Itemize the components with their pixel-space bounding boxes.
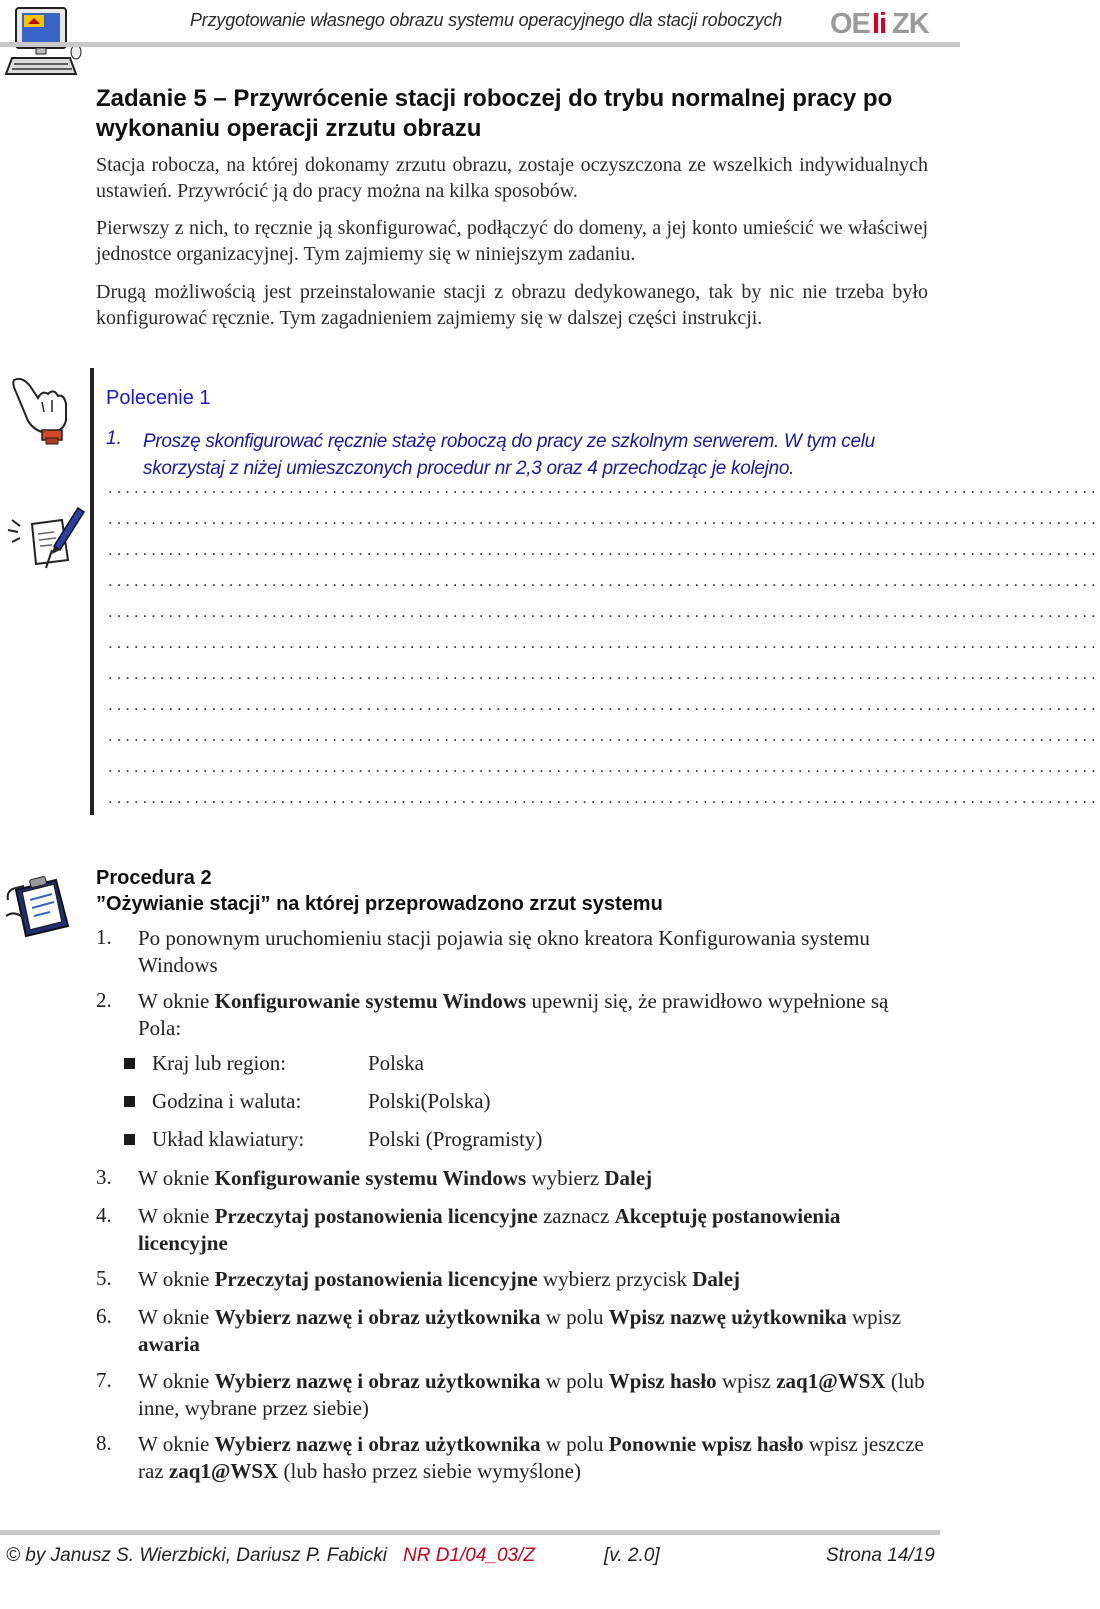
list-bullet	[124, 1058, 135, 1069]
answer-line: ...................................................................................................................	[108, 788, 1100, 807]
procedure-title: Procedura 2	[96, 867, 212, 889]
writing-pen-icon	[6, 502, 86, 572]
step-number: 2.	[96, 988, 112, 1012]
step-number: 8.	[96, 1431, 112, 1455]
task-number: 1.	[106, 428, 122, 449]
answer-line: ...................................................................................................................	[108, 540, 1100, 559]
footer-doc-number: NR D1/04_03/Z	[403, 1545, 536, 1566]
step-number: 1.	[96, 925, 112, 949]
answer-line: ...................................................................................................................	[108, 509, 1100, 528]
logo	[828, 6, 932, 38]
list-bullet	[124, 1134, 135, 1145]
paragraph-1: Stacja robocza, na której dokonamy zrzutu obrazu, zostaje oczyszczona ze wszelkich indywidualnych ustawień. Przywrócić ją do pracy można na kilka sposobów.	[96, 154, 928, 202]
paragraph-3: Drugą możliwością jest przeinstalowanie stacji z obrazu dedykowanego, tak by nic nie trzeba było konfigurować ręcznie. Tym zagadnieniem zajmiemy się w dalszej części instrukcji.	[96, 281, 928, 329]
field-value: Polski(Polska)	[368, 1089, 491, 1113]
hand-point-icon	[8, 372, 74, 448]
field-value: Polski (Programisty)	[368, 1127, 543, 1151]
field-label: Kraj lub region:	[152, 1051, 287, 1075]
svg-text:OE: OE	[830, 8, 870, 40]
step-number: 3.	[96, 1165, 112, 1189]
answer-line: ...................................................................................................................	[108, 757, 1100, 776]
field-label: Godzina i waluta:	[152, 1089, 302, 1113]
step-text: W oknie Przeczytaj postanowienia licencyjne wybierz przycisk Dalej	[138, 1267, 741, 1291]
field-value: Polska	[368, 1051, 425, 1075]
clipboard-icon	[4, 870, 80, 942]
footer-version: [v. 2.0]	[604, 1545, 660, 1566]
list-bullet	[124, 1096, 135, 1107]
header-rule	[0, 42, 960, 47]
answer-line: ...................................................................................................................	[108, 633, 1100, 652]
footer-page: Strona 14/19	[826, 1545, 935, 1566]
answer-line: ...................................................................................................................	[108, 478, 1100, 497]
answer-line: ...................................................................................................................	[108, 602, 1100, 621]
task-text: Proszę skonfigurować ręcznie stażę roboczą do pracy ze szkolnym serwerem. W tym celu skorzystaj z niżej umieszczonych procedur nr 2,3 oraz 4 przechodząc je kolejno.	[143, 431, 875, 479]
step-number: 5.	[96, 1266, 112, 1290]
answer-line: ...................................................................................................................	[108, 664, 1100, 683]
step-number: 7.	[96, 1368, 112, 1392]
paragraph-2: Pierwszy z nich, to ręcznie ją skonfigurować, podłączyć do domeny, a jej konto umieścić we właściwej jednostce organizacyjnej. Tym zajmiemy się w niniejszym zadaniu.	[96, 217, 928, 265]
task-bar	[90, 368, 94, 815]
footer-authors: © by Janusz S. Wierzbicki, Dariusz P. Fabicki	[6, 1545, 387, 1566]
answer-line: ...................................................................................................................	[108, 695, 1100, 714]
procedure-subtitle: ”Ożywianie stacji” na której przeprowadzono zrzut systemu	[96, 893, 663, 915]
step-text: Po ponownym uruchomieniu stacji pojawia się okno kreatora Konfigurowania systemu Windows	[138, 926, 870, 977]
svg-text:ZK: ZK	[892, 8, 929, 40]
field-label: Układ klawiatury:	[152, 1127, 305, 1151]
polecenie-title: Polecenie 1	[106, 387, 211, 409]
answer-line: ...................................................................................................................	[108, 726, 1100, 745]
step-number: 6.	[96, 1304, 112, 1328]
step-number: 4.	[96, 1203, 112, 1227]
page-title: Zadanie 5 – Przywrócenie stacji roboczej do trybu normalnej pracy po wykonaniu operacji zrzutu obrazu	[96, 85, 893, 142]
footer-rule	[0, 1530, 940, 1535]
step-text: W oknie Wybierz nazwę i obraz użytkownika w polu Wpisz hasło wpisz zaq1@WSX (lub inne, wybrane przez siebie)	[138, 1369, 925, 1420]
header-title: Przygotowanie własnego obrazu systemu operacyjnego dla stacji roboczych	[190, 10, 783, 30]
step-text: W oknie Konfigurowanie systemu Windows upewnij się, że prawidłowo wypełnione są Pola:	[138, 989, 889, 1040]
step-text: W oknie Wybierz nazwę i obraz użytkownika w polu Wpisz nazwę użytkownika wpisz awaria	[138, 1305, 902, 1356]
step-text: W oknie Konfigurowanie systemu Windows wybierz Dalej	[138, 1166, 653, 1190]
svg-text:Ii: Ii	[872, 8, 887, 40]
step-text: W oknie Wybierz nazwę i obraz użytkownika w polu Ponownie wpisz hasło wpisz jeszcze raz zaq1@WSX (lub hasło przez siebie wymyślone)	[138, 1432, 924, 1483]
step-text: W oknie Przeczytaj postanowienia licencyjne zaznacz Akceptuję postanowienia licencyjne	[138, 1204, 841, 1255]
answer-line: ...................................................................................................................	[108, 571, 1100, 590]
